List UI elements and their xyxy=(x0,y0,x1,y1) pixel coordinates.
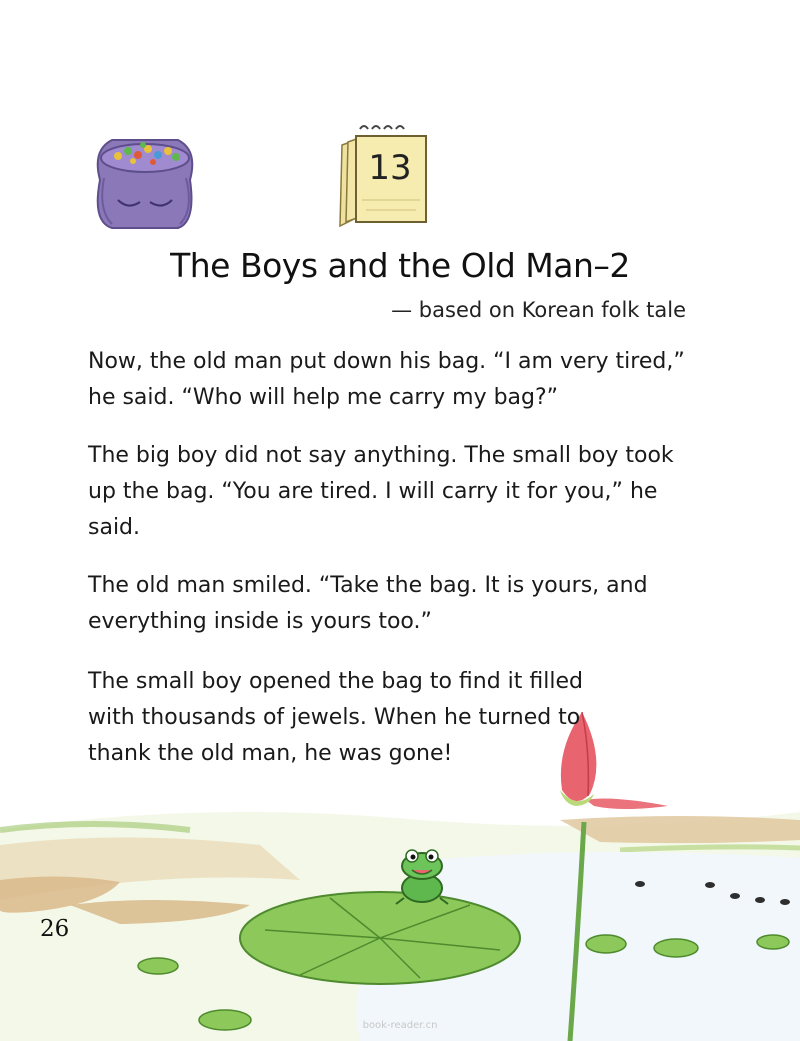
page-number: 26 xyxy=(40,916,70,942)
story-paragraph: Now, the old man put down his bag. “I am very tired,” he said. “Who will help me carry my bag?” xyxy=(88,349,685,410)
jewel-bag-illustration xyxy=(98,140,193,228)
page-subtitle: — based on Korean folk tale xyxy=(391,298,686,322)
page-title: The Boys and the Old Man–2 xyxy=(170,246,630,285)
calendar-number: 13 xyxy=(368,148,412,188)
watermark: book-reader.cn xyxy=(362,1020,438,1031)
story-paragraph: The old man smiled. “Take the bag. It is yours, and everything inside is yours too.” xyxy=(88,573,648,634)
story-paragraph: The big boy did not say anything. The small boy took up the bag. “You are tired. I will carry it for you,” he said. xyxy=(88,443,674,540)
story-paragraph: The small boy opened the bag to find it filled with thousands of jewels. When he turned to thank the old man, he was gone! xyxy=(88,669,583,766)
